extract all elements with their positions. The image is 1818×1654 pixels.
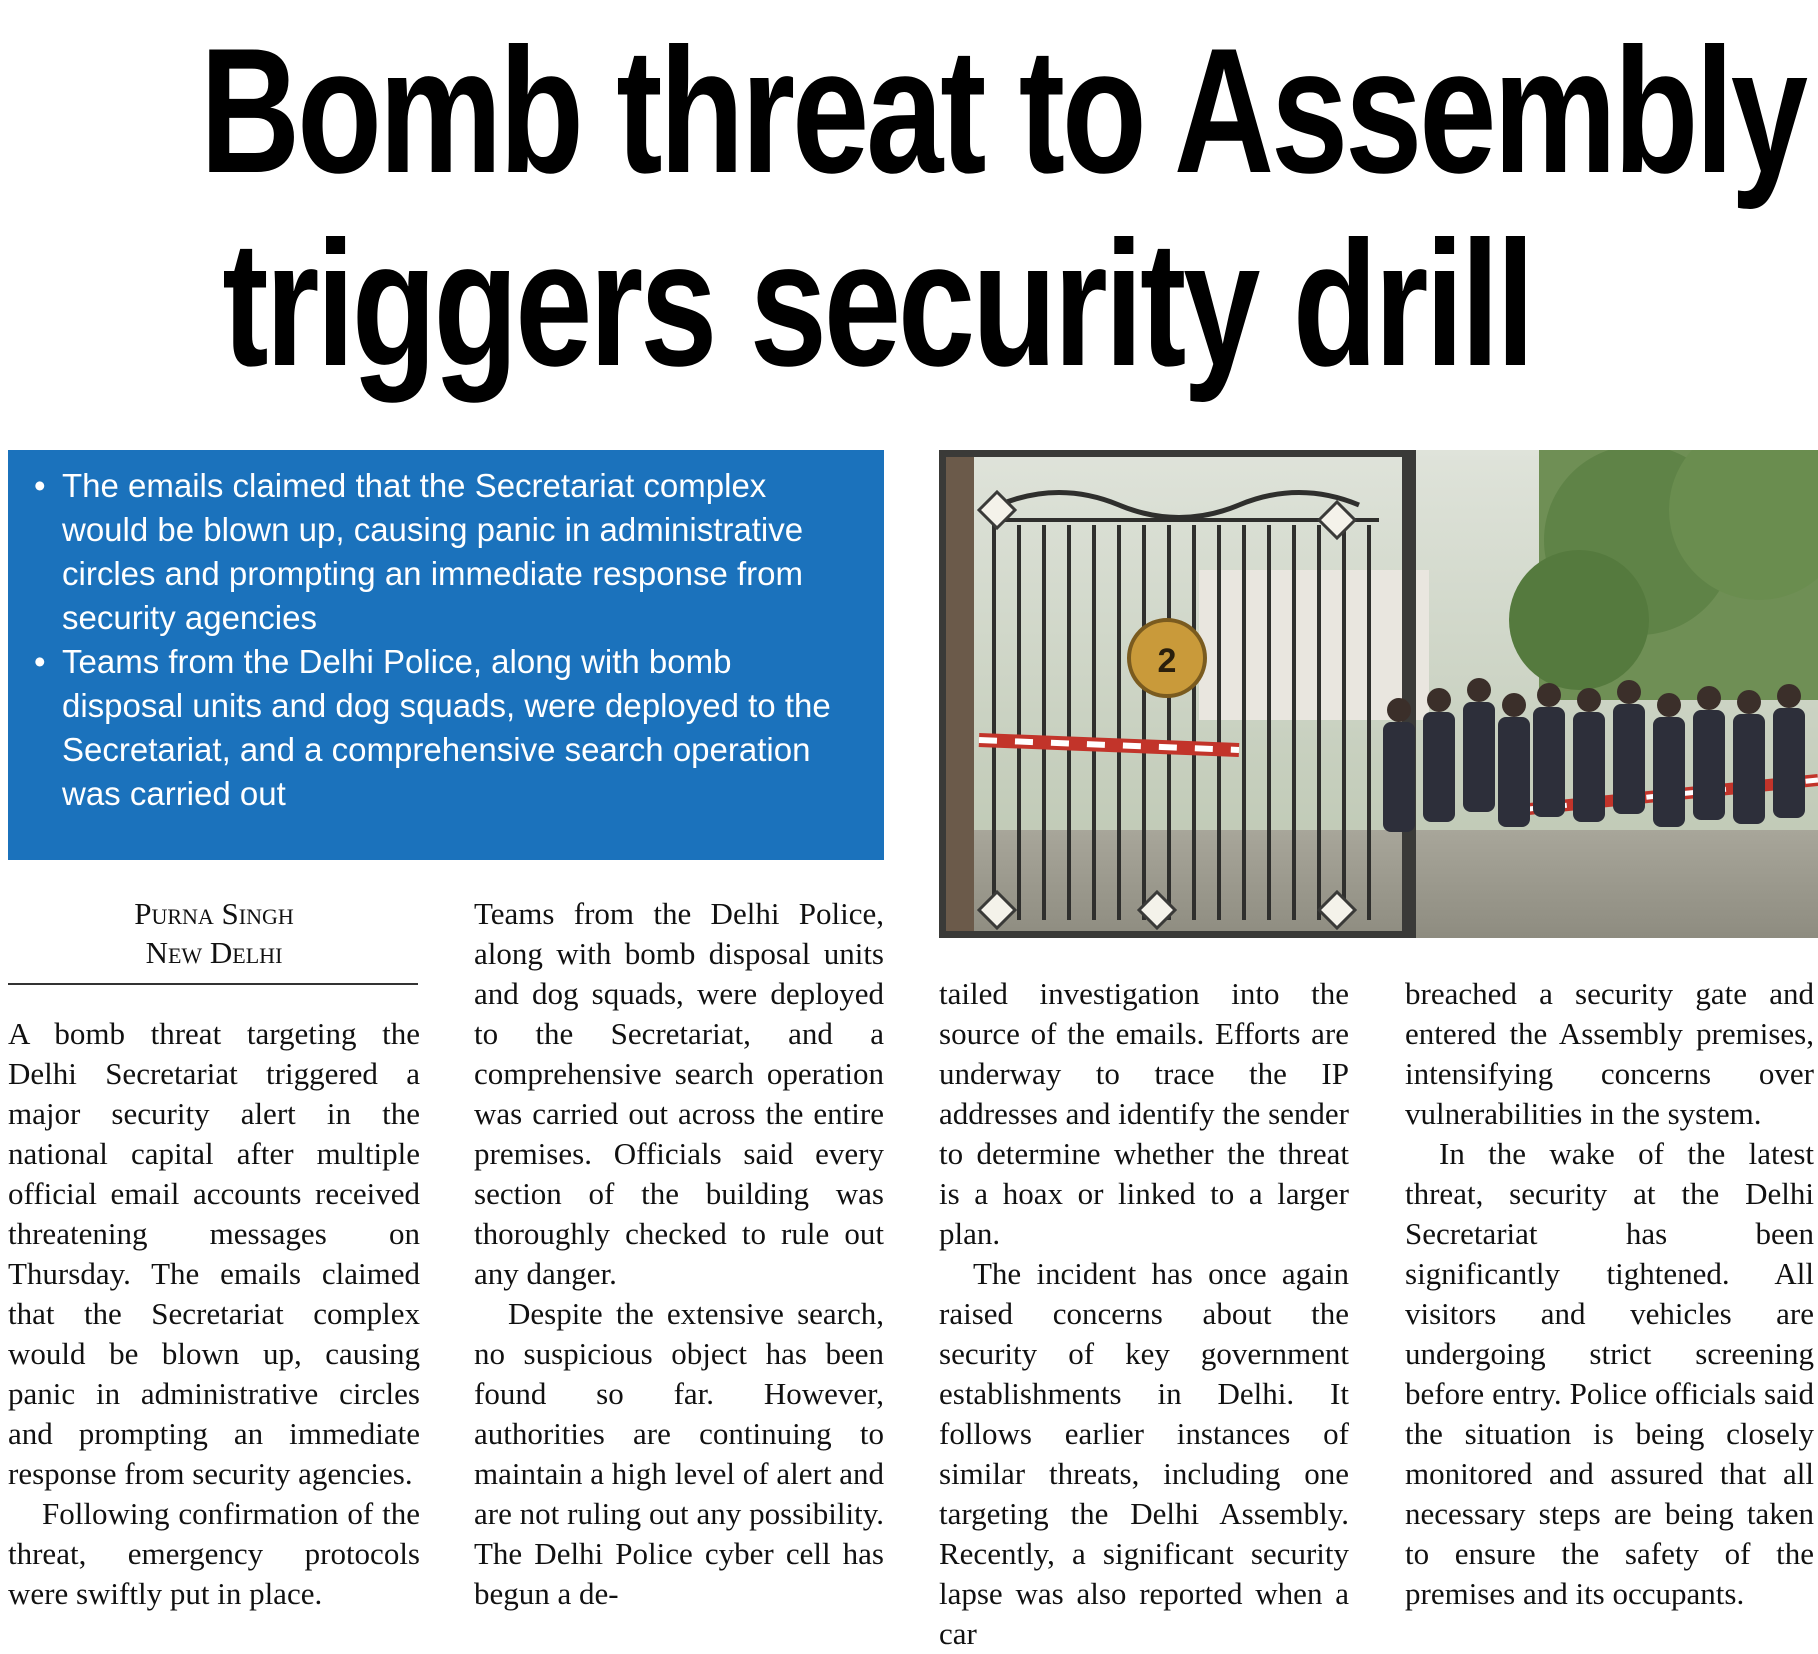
person-head [1467, 678, 1491, 702]
person-body [1613, 704, 1645, 814]
person-body [1498, 717, 1530, 827]
highlight-text: Teams from the Delhi Police, along with bomb disposal units and dog squads, were deployed to the Secretariat, and a comprehensive search operation was carried out [62, 643, 831, 812]
person-head [1502, 693, 1526, 717]
article-paragraph: breached a security gate and entered the Assembly premises, intensifying concerns over vulnerabilities in the system. [1405, 976, 1814, 1131]
gate-number: 2 [1157, 642, 1177, 680]
article-paragraph: The incident has once again raised concerns about the security of key government establishments in Delhi. It follows earlier instances of similar threats, including one targeting the Delhi Assembly. Recently, a significant security lapse was also reported when a car [939, 1256, 1349, 1651]
article-paragraph: tailed investigation into the source of the emails. Efforts are underway to trace the IP addresses and identify the sender to determine whether the threat is a hoax or linked to a larger plan. [939, 976, 1349, 1251]
article-column-1 [8, 1014, 420, 1614]
person-body [1463, 702, 1495, 812]
highlight-item [34, 640, 854, 816]
article-paragraph: A bomb threat targeting the Delhi Secretariat triggered a major security alert in the national capital after multiple official email accounts received threatening messages on Thursday. The emails claimed that the Secretariat complex would be blown up, causing panic in administrative circles and prompting an immediate response from security agencies. [8, 1016, 420, 1491]
person-head [1387, 698, 1411, 722]
person-head [1737, 690, 1761, 714]
person-body [1733, 714, 1765, 824]
highlight-text: The emails claimed that the Secretariat complex would be blown up, causing panic in administrative circles and prompting an immediate response from security agencies [62, 467, 804, 636]
headline-line-2: triggers security drill [222, 204, 1532, 403]
article-paragraph: In the wake of the latest threat, security at the Delhi Secretariat has been significantly tightened. All visitors and vehicles are undergoing strict screening before entry. Police officials said the situation is being closely monitored and assured that all necessary steps are being taken to ensure the safety of the premises and its occupants. [1405, 1136, 1814, 1611]
article-column-4 [1405, 974, 1814, 1614]
article-paragraph: Despite the extensive search, no suspicious object has been found so far. However, authorities are continuing to maintain a high level of alert and are not ruling out any possibility. The Delhi Police cyber cell has begun a de- [474, 1296, 884, 1611]
person-head [1657, 693, 1681, 717]
article-column-3 [939, 974, 1349, 1654]
person-body [1423, 712, 1455, 822]
highlight-item [34, 464, 854, 640]
article-paragraph: Following confirmation of the threat, emergency protocols were swiftly put in place. [8, 1496, 420, 1611]
person-body [1573, 712, 1605, 822]
byline-divider [8, 983, 418, 985]
person-head [1697, 686, 1721, 710]
byline-author: Purna Singh [134, 896, 294, 931]
gate-photo-illustration [939, 450, 1818, 938]
person-body [1653, 717, 1685, 827]
person-head [1577, 688, 1601, 712]
byline [10, 894, 418, 972]
article-column-2 [474, 894, 884, 1614]
article-paragraph: Teams from the Delhi Police, along with bomb disposal units and dog squads, were deployed to the Secretariat, and a comprehensive search operation was carried out across the entire premises. Officials said every section of the building was thoroughly checked to rule out any danger. [474, 896, 884, 1291]
headline-line-1: Bomb threat to Assembly [199, 11, 1805, 210]
person-head [1427, 688, 1451, 712]
bullet-icon: • [34, 467, 46, 504]
person-body [1383, 722, 1415, 832]
byline-location: New Delhi [145, 935, 283, 970]
news-photo [939, 450, 1818, 938]
person-head [1617, 680, 1641, 704]
person-head [1537, 683, 1561, 707]
person-body [1533, 707, 1565, 817]
person-head [1777, 684, 1801, 708]
bullet-icon: • [34, 643, 46, 680]
person-body [1773, 708, 1805, 818]
highlights-box [8, 450, 884, 860]
person-body [1693, 710, 1725, 820]
